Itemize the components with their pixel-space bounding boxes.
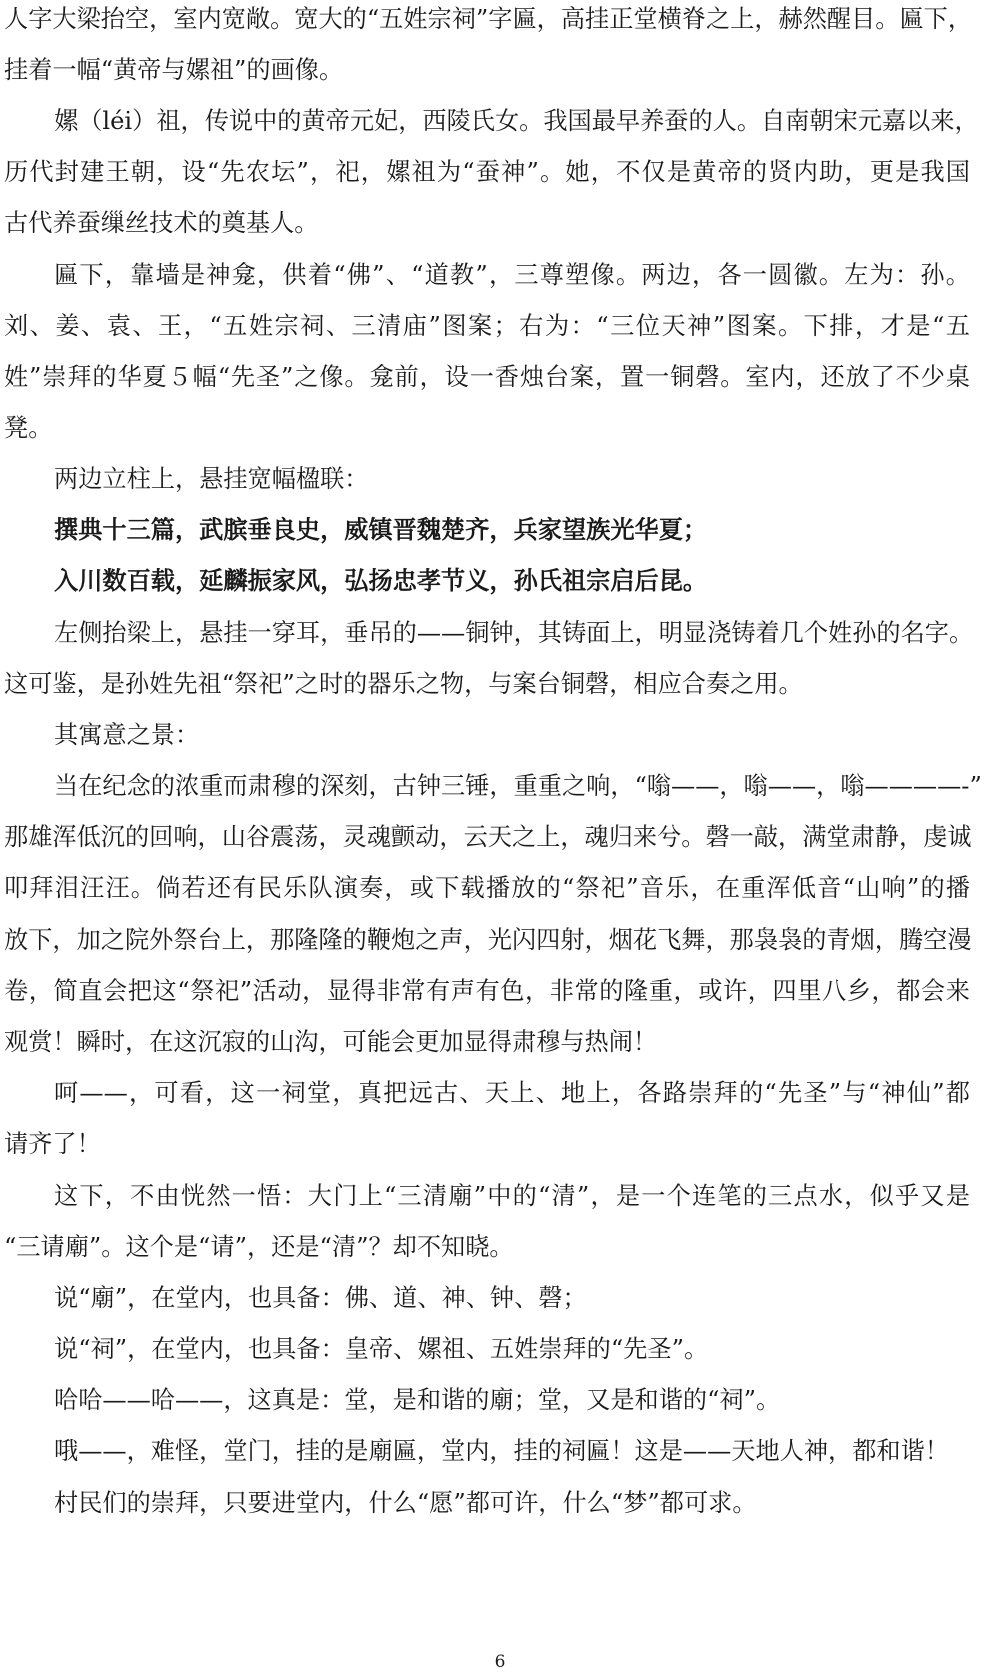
text-line: 左侧抬梁上，悬挂一穿耳，垂吊的——铜钟，其铸面上，明显浇铸着几个姓孙的名字。 bbox=[54, 619, 974, 647]
text-line: 其寓意之景： bbox=[54, 721, 200, 749]
text-line: 村民们的崇拜，只要进堂内，什么“愿”都可许，什么“梦”都可求。 bbox=[54, 1489, 757, 1517]
text-line: 说“廟”，在堂内，也具备：佛、道、神、钟、磬； bbox=[54, 1284, 587, 1312]
text-line: 那雄浑低沉的回响，山谷震荡，灵魂颤动，云天之上，魂归来兮。磬一敲，满堂肃静，虔诚 bbox=[4, 823, 972, 851]
text-line: 哈哈——哈——，这真是：堂，是和谐的廟；堂，又是和谐的“祠”。 bbox=[54, 1386, 781, 1414]
text-line: 哦——，难怪，堂门，挂的是廟匾，堂内，挂的祠匾！这是——天地人神，都和谐！ bbox=[54, 1437, 949, 1465]
text-line: 嫘（léi）祖，传说中的黄帝元妃，西陵氏女。我国最早养蚕的人。自南朝宋元嘉以来， bbox=[54, 107, 979, 135]
text-line: 姓”崇拜的华夏５幅“先圣”之像。龛前，设一香烛台案，置一铜磬。室内，还放了不少桌 bbox=[4, 363, 970, 391]
text-line: 凳。 bbox=[4, 414, 53, 442]
text-line: 呵——，可看，这一祠堂，真把远古、天上、地上，各路崇拜的“先圣”与“神仙”都 bbox=[54, 1079, 970, 1107]
text-line: 古代养蚕缫丝技术的奠基人。 bbox=[4, 209, 319, 237]
text-line: 刘、姜、袁、王，“五姓宗祠、三清庙”图案；右为：“三位天神”图案。下排，才是“五 bbox=[4, 312, 970, 340]
text-line: 当在纪念的浓重而肃穆的深刻，古钟三锤，重重之响，“嗡——，嗡——，嗡————-” bbox=[54, 772, 982, 800]
couplet-line: 入川数百载，延麟振家风，弘扬忠孝节义，孙氏祖宗启后昆。 bbox=[54, 566, 708, 595]
text-line: 匾下，靠墙是神龛，供着“佛”、“道教”，三尊塑像。两边，各一圆徽。左为：孙。 bbox=[54, 261, 970, 289]
text-line: 观赏！瞬时，在这沉寂的山沟，可能会更加显得肃穆与热闹！ bbox=[4, 1028, 658, 1056]
text-line: 这可鉴，是孙姓先祖“祭祀”之时的器乐之物，与案台铜磬，相应合奏之用。 bbox=[4, 670, 803, 698]
text-line: 放下，加之院外祭台上，那隆隆的鞭炮之声，光闪四射，烟花飞舞，那袅袅的青烟，腾空漫 bbox=[4, 926, 972, 954]
text-line: “三请廟”。这个是“请”，还是“清”？却不知晓。 bbox=[4, 1233, 514, 1261]
text-line: 挂着一幅“黄帝与嫘祖”的画像。 bbox=[4, 56, 344, 84]
text-line: 两边立柱上，悬挂宽幅楹联： bbox=[54, 465, 369, 493]
text-line: 卷，简直会把这“祭祀”活动，显得非常有声有色，非常的隆重，或许，四里八乡，都会来 bbox=[4, 977, 970, 1005]
text-line: 叩拜泪汪汪。倘若还有民乐队演奏，或下载播放的“祭祀”音乐，在重浑低音“山响”的播 bbox=[4, 874, 970, 902]
text-line: 历代封建王朝，设“先农坛”，祀，嫘祖为“蚕神”。她，不仅是黄帝的贤内助，更是我国 bbox=[4, 158, 970, 186]
page-number: 6 bbox=[494, 1652, 506, 1672]
text-line: 这下，不由恍然一悟：大门上“三清廟”中的“清”，是一个连笔的三点水，似乎又是 bbox=[54, 1182, 970, 1210]
couplet-line: 撰典十三篇，武膑垂良史，威镇晋魏楚齐，兵家望族光华夏； bbox=[54, 515, 708, 544]
text-line: 请齐了！ bbox=[4, 1130, 101, 1158]
text-line: 人字大梁抬空，室内宽敞。宽大的“五姓宗祠”字匾，高挂正堂横脊之上，赫然醒目。匾下， bbox=[4, 5, 973, 33]
text-line: 说“祠”，在堂内，也具备：皇帝、嫘祖、五姓崇拜的“先圣”。 bbox=[54, 1335, 709, 1363]
